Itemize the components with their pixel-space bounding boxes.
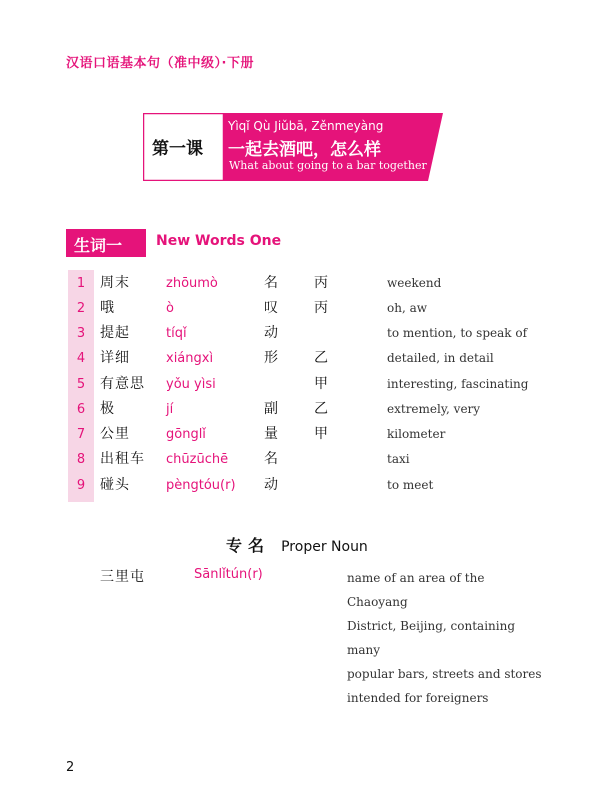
vocab-level: 乙 xyxy=(314,401,328,417)
section-header-new-words xyxy=(66,229,316,257)
vocab-pinyin: gōnglǐ xyxy=(166,427,206,442)
vocab-row xyxy=(68,422,548,447)
proper-noun-pinyin: Sānlǐtún(r) xyxy=(194,567,263,582)
vocab-number: 5 xyxy=(76,377,86,392)
vocab-part-of-speech: 量 xyxy=(264,426,278,442)
vocab-number: 8 xyxy=(76,452,86,467)
proper-noun-label-cn: 专名 xyxy=(226,536,271,555)
vocab-word: 有意思 xyxy=(100,376,145,392)
vocab-number: 1 xyxy=(76,276,86,291)
vocab-row xyxy=(68,447,548,472)
vocab-row xyxy=(68,321,548,346)
vocab-meaning: weekend xyxy=(387,276,442,290)
vocab-meaning: interesting, fascinating xyxy=(387,377,529,391)
vocab-level: 丙 xyxy=(314,275,328,291)
proper-noun-label-en: Proper Noun xyxy=(281,539,368,555)
lesson-title: 一起去酒吧，怎么样 xyxy=(228,140,381,160)
vocab-word: 极 xyxy=(100,401,115,417)
lesson-english-title: What about going to a bar together xyxy=(229,159,427,172)
proper-noun-meaning-line: popular bars, streets and stores xyxy=(347,667,542,681)
proper-noun-word: 三里屯 xyxy=(100,569,145,585)
vocab-level: 甲 xyxy=(314,376,328,392)
vocab-word: 碰头 xyxy=(100,477,130,493)
vocab-number: 7 xyxy=(76,427,86,442)
vocab-part-of-speech: 形 xyxy=(264,350,278,366)
vocab-number: 6 xyxy=(76,402,86,417)
vocab-meaning: to mention, to speak of xyxy=(387,326,528,340)
vocab-meaning: kilometer xyxy=(387,427,446,441)
vocab-word: 提起 xyxy=(100,325,130,341)
vocab-pinyin: yǒu yìsi xyxy=(166,377,216,392)
vocab-word: 公里 xyxy=(100,426,130,442)
vocab-pinyin: jí xyxy=(166,402,174,417)
vocab-row xyxy=(68,346,548,371)
vocab-meaning: detailed, in detail xyxy=(387,351,494,365)
section-label-cn: 生词一 xyxy=(74,236,123,255)
proper-noun-header xyxy=(226,533,368,556)
vocab-pinyin: xiángxì xyxy=(166,351,214,366)
vocab-part-of-speech: 名 xyxy=(264,451,278,467)
vocab-pinyin: zhōumò xyxy=(166,276,218,291)
vocab-number: 4 xyxy=(76,351,86,366)
vocab-level: 丙 xyxy=(314,300,328,316)
vocab-word: 哦 xyxy=(100,300,115,316)
vocab-pinyin: pèngtóu(r) xyxy=(166,478,236,493)
proper-noun-meaning xyxy=(347,566,547,710)
vocab-row xyxy=(68,271,548,296)
vocab-word: 出租车 xyxy=(100,451,145,467)
vocab-pinyin: tíqǐ xyxy=(166,326,187,341)
vocab-meaning: oh, aw xyxy=(387,301,428,315)
vocab-meaning: extremely, very xyxy=(387,402,481,416)
lesson-number: 第一课 xyxy=(152,139,203,159)
proper-noun-meaning-line: District, Beijing, containing many xyxy=(347,619,516,657)
vocab-part-of-speech: 副 xyxy=(264,401,278,417)
vocab-part-of-speech: 动 xyxy=(264,477,278,493)
vocab-row xyxy=(68,296,548,321)
vocab-meaning: taxi xyxy=(387,452,410,466)
vocab-word: 详细 xyxy=(100,350,130,366)
vocab-meaning: to meet xyxy=(387,478,434,492)
proper-noun-meaning-line: name of an area of the Chaoyang xyxy=(347,571,485,609)
vocab-row xyxy=(68,473,548,498)
vocab-number: 9 xyxy=(76,478,86,493)
vocab-row xyxy=(68,397,548,422)
vocab-part-of-speech: 动 xyxy=(264,325,278,341)
lesson-pinyin: Yìqǐ Qù Jiǔbā, Zěnmeyàng xyxy=(228,119,384,133)
vocab-number: 3 xyxy=(76,326,86,341)
vocab-part-of-speech: 叹 xyxy=(264,300,278,316)
section-label-en: New Words One xyxy=(156,233,282,249)
vocab-level: 乙 xyxy=(314,350,328,366)
vocab-pinyin: chūzūchē xyxy=(166,452,229,467)
vocab-part-of-speech: 名 xyxy=(264,275,278,291)
vocab-number: 2 xyxy=(76,301,86,316)
lesson-banner xyxy=(143,113,443,181)
vocab-word: 周末 xyxy=(100,275,130,291)
vocab-level: 甲 xyxy=(314,426,328,442)
page-number: 2 xyxy=(66,760,75,775)
vocab-pinyin: ò xyxy=(166,301,174,316)
vocab-row xyxy=(68,372,548,397)
running-header: 汉语口语基本句（准中级）·下册 xyxy=(66,56,254,71)
proper-noun-meaning-line: intended for foreigners xyxy=(347,691,489,705)
